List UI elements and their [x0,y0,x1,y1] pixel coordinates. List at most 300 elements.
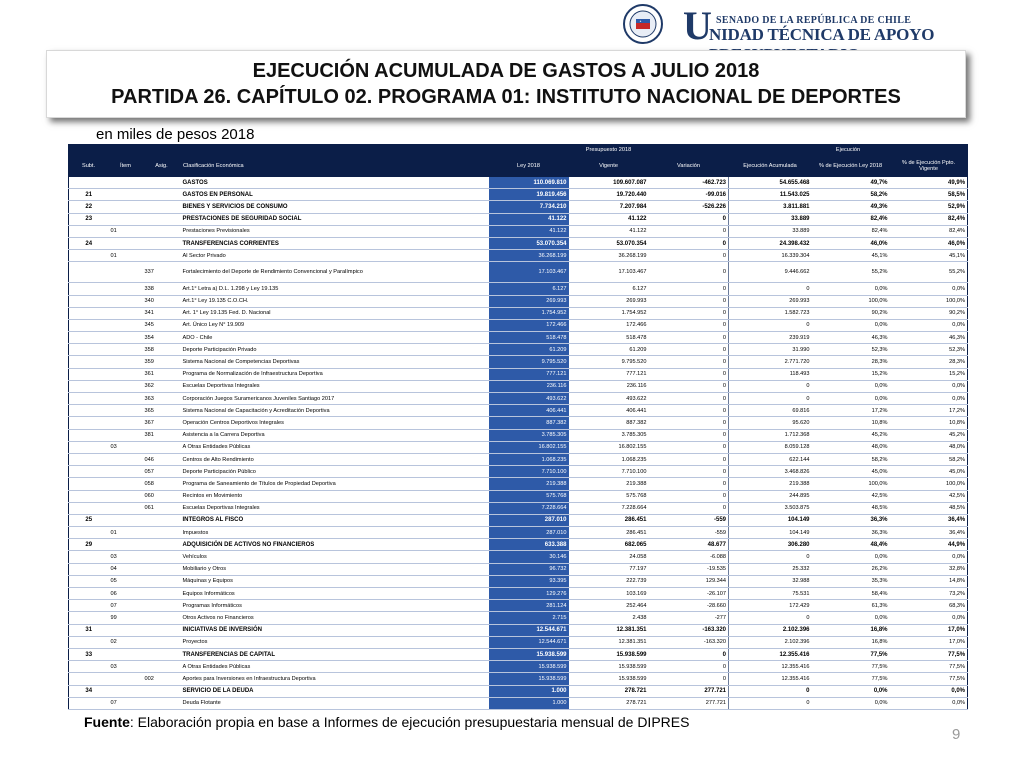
source-text: : Elaboración propia en base a Informes de ejecución presupuestaria mensual de DIPRES [129,714,690,730]
cell-variacion: 0 [649,237,729,249]
cell-ley: 172.466 [489,319,569,331]
cell-pct-vigente: 42,5% [890,490,968,502]
cell-pct-vigente: 48,0% [890,441,968,453]
cell-ley: 236.116 [489,380,569,392]
cell-item: 01 [109,527,143,539]
cell-pct-vigente: 15,2% [890,368,968,380]
cell-pct-ley: 0,0% [812,283,890,295]
cell-clasificacion: Deuda Flotante [181,697,489,709]
cell-pct-vigente: 14,8% [890,575,968,587]
cell-subt: 23 [69,213,109,225]
cell-ejecucion: 33.889 [729,225,812,237]
table-row [69,478,968,490]
cell-asig [143,661,181,673]
cell-subt [69,551,109,563]
cell-ley: 110.069.810 [489,177,569,189]
cell-asig: 057 [143,466,181,478]
cell-asig [143,551,181,563]
cell-item [109,539,143,551]
cell-clasificacion: Asistencia a la Carrera Deportiva [181,429,489,441]
cell-vigente: 286.451 [569,527,649,539]
cell-variacion: 0 [649,417,729,429]
cell-subt [69,429,109,441]
table-row [69,600,968,612]
cell-ejecucion: 244.895 [729,490,812,502]
cell-variacion: -559 [649,527,729,539]
cell-ley: 41.122 [489,225,569,237]
cell-vigente: 269.993 [569,295,649,307]
cell-clasificacion: Impuestos [181,527,489,539]
cell-ejecucion: 0 [729,283,812,295]
cell-subt [69,661,109,673]
cell-ley: 406.441 [489,405,569,417]
cell-pct-ley: 0,0% [812,697,890,709]
cell-subt [69,441,109,453]
cell-ley: 53.070.354 [489,237,569,249]
cell-pct-vigente: 0,0% [890,697,968,709]
col-variacion: Variación [649,156,729,177]
cell-subt [69,250,109,262]
cell-ley: 7.710.100 [489,466,569,478]
cell-ley: 1.000 [489,685,569,697]
cell-asig: 061 [143,502,181,514]
cell-vigente: 41.122 [569,213,649,225]
table-row [69,225,968,237]
cell-variacion: -6.088 [649,551,729,563]
cell-pct-vigente: 68,3% [890,600,968,612]
cell-clasificacion: INTEGROS AL FISCO [181,514,489,526]
cell-ley: 36.268.199 [489,250,569,262]
cell-clasificacion: PRESTACIONES DE SEGURIDAD SOCIAL [181,213,489,225]
cell-item: 04 [109,563,143,575]
cell-pct-ley: 28,3% [812,356,890,368]
cell-pct-ley: 10,8% [812,417,890,429]
cell-pct-vigente: 32,8% [890,563,968,575]
cell-clasificacion: Máquinas y Equipos [181,575,489,587]
group-ejecucion: Ejecución [729,145,968,156]
cell-clasificacion: Escuelas Deportivas Integrales [181,502,489,514]
cell-item [109,393,143,405]
cell-variacion: 0 [649,332,729,344]
cell-pct-vigente: 17,0% [890,624,968,636]
cell-pct-ley: 15,2% [812,368,890,380]
cell-pct-vigente: 45,1% [890,250,968,262]
cell-ejecucion: 0 [729,685,812,697]
cell-pct-vigente: 77,5% [890,661,968,673]
cell-pct-ley: 61,3% [812,600,890,612]
cell-pct-vigente: 90,2% [890,307,968,319]
brand-initial: U [683,3,712,48]
cell-asig: 381 [143,429,181,441]
cell-subt: 29 [69,539,109,551]
cell-asig [143,250,181,262]
cell-clasificacion: Prestaciones Previsionales [181,225,489,237]
table-row [69,563,968,575]
cell-item [109,648,143,660]
cell-clasificacion: Programa de Normalización de Infraestructura Deportiva [181,368,489,380]
col-subt: Subt. [69,156,109,177]
cell-variacion: 0 [649,502,729,514]
cell-asig [143,575,181,587]
cell-ejecucion: 1.712.368 [729,429,812,441]
cell-pct-ley: 46,3% [812,332,890,344]
cell-subt [69,588,109,600]
cell-subt [69,453,109,465]
brand-senado-text: SENADO DE LA REPÚBLICA DE CHILE [716,15,912,26]
cell-ejecucion: 219.388 [729,478,812,490]
cell-pct-ley: 0,0% [812,380,890,392]
table-row [69,453,968,465]
cell-variacion: 129.344 [649,575,729,587]
cell-variacion: 0 [649,319,729,331]
cell-variacion: 0 [649,453,729,465]
cell-clasificacion: GASTOS [181,177,489,189]
cell-pct-ley: 45,0% [812,466,890,478]
table-row [69,417,968,429]
table-row [69,368,968,380]
cell-ejecucion: 75.531 [729,588,812,600]
cell-ejecucion: 0 [729,319,812,331]
cell-asig [143,213,181,225]
table-row [69,636,968,648]
cell-asig: 361 [143,368,181,380]
cell-variacion: 0 [649,673,729,685]
cell-vigente: 252.464 [569,600,649,612]
cell-item [109,405,143,417]
cell-pct-vigente: 0,0% [890,283,968,295]
cell-ley: 19.819.456 [489,189,569,201]
table-row [69,429,968,441]
cell-item [109,673,143,685]
cell-pct-vigente: 58,5% [890,189,968,201]
cell-variacion: 0 [649,648,729,660]
table-row [69,575,968,587]
cell-clasificacion: Art.1° Ley 19.135 C.O.CH. [181,295,489,307]
cell-item: 99 [109,612,143,624]
cell-ley: 518.478 [489,332,569,344]
cell-ley: 493.622 [489,393,569,405]
cell-variacion: 0 [649,405,729,417]
cell-variacion: -26.107 [649,588,729,600]
cell-ejecucion: 104.149 [729,514,812,526]
cell-vigente: 9.795.520 [569,356,649,368]
cell-pct-ley: 100,0% [812,295,890,307]
cell-subt [69,502,109,514]
cell-item: 03 [109,441,143,453]
table-row [69,685,968,697]
col-item: Ítem [109,156,143,177]
cell-clasificacion: SERVICIO DE LA DEUDA [181,685,489,697]
cell-pct-ley: 26,2% [812,563,890,575]
cell-subt [69,332,109,344]
cell-item [109,417,143,429]
cell-variacion: 0 [649,213,729,225]
cell-pct-ley: 36,3% [812,527,890,539]
cell-pct-ley: 48,5% [812,502,890,514]
cell-item [109,380,143,392]
cell-variacion: 277.721 [649,685,729,697]
cell-pct-vigente: 45,0% [890,466,968,478]
cell-ley: 15.938.599 [489,661,569,673]
cell-item [109,213,143,225]
cell-clasificacion: Art. Único Ley N° 19.909 [181,319,489,331]
cell-asig: 058 [143,478,181,490]
cell-asig [143,685,181,697]
cell-subt [69,177,109,189]
cell-item [109,502,143,514]
page-number: 9 [952,726,961,743]
cell-subt [69,356,109,368]
cell-clasificacion: BIENES Y SERVICIOS DE CONSUMO [181,201,489,213]
cell-clasificacion: Sistema Nacional de Capacitación y Acreditación Deportiva [181,405,489,417]
cell-pct-vigente: 55,2% [890,262,968,283]
cell-asig [143,441,181,453]
cell-pct-ley: 52,3% [812,344,890,356]
cell-variacion: 0 [649,478,729,490]
cell-variacion: 0 [649,441,729,453]
cell-vigente: 286.451 [569,514,649,526]
cell-pct-vigente: 28,3% [890,356,968,368]
cell-pct-vigente: 46,0% [890,237,968,249]
cell-ejecucion: 118.493 [729,368,812,380]
cell-ejecucion: 172.429 [729,600,812,612]
cell-ejecucion: 32.988 [729,575,812,587]
cell-vigente: 15.938.599 [569,648,649,660]
cell-asig [143,527,181,539]
cell-item [109,177,143,189]
cell-ley: 219.388 [489,478,569,490]
table-row [69,250,968,262]
cell-asig [143,177,181,189]
cell-pct-vigente: 0,0% [890,380,968,392]
cell-ley: 1.000 [489,697,569,709]
cell-pct-vigente: 0,0% [890,551,968,563]
cell-clasificacion: Operación Centros Deportivos Integrales [181,417,489,429]
cell-ejecucion: 0 [729,697,812,709]
col-clasificacion: Clasificación Económica [181,156,489,177]
table-row [69,344,968,356]
cell-variacion: -19.535 [649,563,729,575]
cell-clasificacion: Centros de Alto Rendimiento [181,453,489,465]
cell-asig: 341 [143,307,181,319]
cell-subt [69,295,109,307]
cell-pct-ley: 0,0% [812,393,890,405]
cell-clasificacion: Equipos Informáticos [181,588,489,600]
cell-ley: 287.010 [489,527,569,539]
cell-asig [143,588,181,600]
cell-item [109,429,143,441]
cell-clasificacion: ADO - Chile [181,332,489,344]
cell-asig [143,697,181,709]
cell-ejecucion: 54.655.468 [729,177,812,189]
cell-pct-vigente: 36,4% [890,514,968,526]
cell-ejecucion: 25.332 [729,563,812,575]
cell-pct-ley: 58,4% [812,588,890,600]
table-row [69,201,968,213]
cell-variacion: 48.677 [649,539,729,551]
cell-ley: 7.734.210 [489,201,569,213]
cell-clasificacion: Art.1° Letra a) D.L. 1.298 y Ley 19.135 [181,283,489,295]
cell-variacion: 0 [649,490,729,502]
table-row [69,514,968,526]
brand-unit-text: NIDAD TÉCNICA DE APOYO [709,25,935,44]
table-row [69,612,968,624]
cell-variacion: 0 [649,380,729,392]
cell-pct-ley: 48,4% [812,539,890,551]
cell-item [109,237,143,249]
budget-table [68,144,968,710]
cell-subt: 22 [69,201,109,213]
cell-ley: 6.127 [489,283,569,295]
table-row [69,262,968,283]
cell-ley: 7.228.664 [489,502,569,514]
cell-pct-vigente: 46,3% [890,332,968,344]
cell-vigente: 278.721 [569,697,649,709]
table-row [69,624,968,636]
cell-variacion: -99.016 [649,189,729,201]
group-presupuesto: Presupuesto 2018 [489,145,729,156]
cell-vigente: 7.710.100 [569,466,649,478]
cell-ejecucion: 8.059.128 [729,441,812,453]
cell-item [109,685,143,697]
cell-item [109,514,143,526]
cell-vigente: 887.382 [569,417,649,429]
cell-clasificacion: Corporación Juegos Suramericanos Juveniles Santiago 2017 [181,393,489,405]
cell-asig: 362 [143,380,181,392]
cell-ley: 1.754.952 [489,307,569,319]
cell-clasificacion: Programas Informáticos [181,600,489,612]
cell-ley: 269.993 [489,295,569,307]
cell-pct-ley: 0,0% [812,612,890,624]
cell-pct-ley: 48,0% [812,441,890,453]
table-row [69,380,968,392]
table-row [69,332,968,344]
cell-vigente: 172.466 [569,319,649,331]
cell-ejecucion: 24.398.432 [729,237,812,249]
cell-vigente: 406.441 [569,405,649,417]
cell-pct-vigente: 49,9% [890,177,968,189]
cell-pct-ley: 45,2% [812,429,890,441]
cell-pct-ley: 55,2% [812,262,890,283]
cell-pct-ley: 58,2% [812,189,890,201]
cell-vigente: 518.478 [569,332,649,344]
cell-vigente: 103.169 [569,588,649,600]
cell-ley: 129.276 [489,588,569,600]
cell-vigente: 3.785.305 [569,429,649,441]
cell-ley: 17.103.467 [489,262,569,283]
cell-pct-vigente: 82,4% [890,213,968,225]
cell-item [109,490,143,502]
table-row [69,648,968,660]
cell-pct-vigente: 58,2% [890,453,968,465]
cell-pct-ley: 77,5% [812,661,890,673]
cell-vigente: 219.388 [569,478,649,490]
cell-clasificacion: Vehículos [181,551,489,563]
cell-clasificacion: Fortalecimiento del Deporte de Rendimiento Convencional y Paralímpico [181,262,489,283]
cell-item [109,344,143,356]
cell-variacion: 277.721 [649,697,729,709]
cell-asig: 337 [143,262,181,283]
col-ejecucion: Ejecución Acumulada [729,156,812,177]
cell-vigente: 24.058 [569,551,649,563]
cell-asig [143,600,181,612]
cell-asig [143,201,181,213]
cell-ejecucion: 69.816 [729,405,812,417]
cell-vigente: 53.070.354 [569,237,649,249]
cell-asig [143,225,181,237]
cell-ley: 777.121 [489,368,569,380]
cell-ejecucion: 12.355.416 [729,648,812,660]
cell-variacion: -559 [649,514,729,526]
senado-seal-logo [612,3,674,45]
title-box [46,50,966,118]
cell-asig: 365 [143,405,181,417]
cell-pct-ley: 42,5% [812,490,890,502]
cell-ley: 287.010 [489,514,569,526]
cell-variacion: 0 [649,283,729,295]
cell-vigente: 278.721 [569,685,649,697]
table-row [69,295,968,307]
cell-subt [69,527,109,539]
table-row [69,661,968,673]
cell-pct-ley: 58,2% [812,453,890,465]
cell-ley: 887.382 [489,417,569,429]
cell-item [109,201,143,213]
cell-asig [143,237,181,249]
cell-clasificacion: Deporte Participación Público [181,466,489,478]
cell-subt [69,478,109,490]
cell-vigente: 236.116 [569,380,649,392]
cell-vigente: 16.802.155 [569,441,649,453]
cell-item [109,466,143,478]
cell-ejecucion: 622.144 [729,453,812,465]
cell-item: 05 [109,575,143,587]
cell-ejecucion: 0 [729,380,812,392]
table-row [69,307,968,319]
table-row [69,237,968,249]
cell-pct-vigente: 0,0% [890,685,968,697]
cell-pct-vigente: 77,5% [890,673,968,685]
cell-variacion: 0 [649,356,729,368]
cell-ley: 575.768 [489,490,569,502]
cell-vigente: 575.768 [569,490,649,502]
cell-ejecucion: 3.503.875 [729,502,812,514]
cell-item [109,295,143,307]
cell-ejecucion: 0 [729,551,812,563]
cell-variacion: 0 [649,307,729,319]
cell-variacion: 0 [649,661,729,673]
cell-item: 06 [109,588,143,600]
cell-pct-vigente: 100,0% [890,478,968,490]
cell-item: 07 [109,697,143,709]
cell-ejecucion: 95.620 [729,417,812,429]
cell-ley: 93.395 [489,575,569,587]
cell-ejecucion: 3.811.881 [729,201,812,213]
cell-vigente: 17.103.467 [569,262,649,283]
cell-pct-ley: 16,8% [812,636,890,648]
cell-variacion: -28.660 [649,600,729,612]
cell-vigente: 77.197 [569,563,649,575]
cell-clasificacion: TRANSFERENCIAS CORRIENTES [181,237,489,249]
cell-ejecucion: 12.355.416 [729,661,812,673]
cell-subt [69,405,109,417]
cell-pct-vigente: 52,9% [890,201,968,213]
table-row [69,441,968,453]
cell-ley: 61.209 [489,344,569,356]
cell-clasificacion: Recintos en Movimiento [181,490,489,502]
cell-pct-vigente: 17,2% [890,405,968,417]
cell-item [109,624,143,636]
